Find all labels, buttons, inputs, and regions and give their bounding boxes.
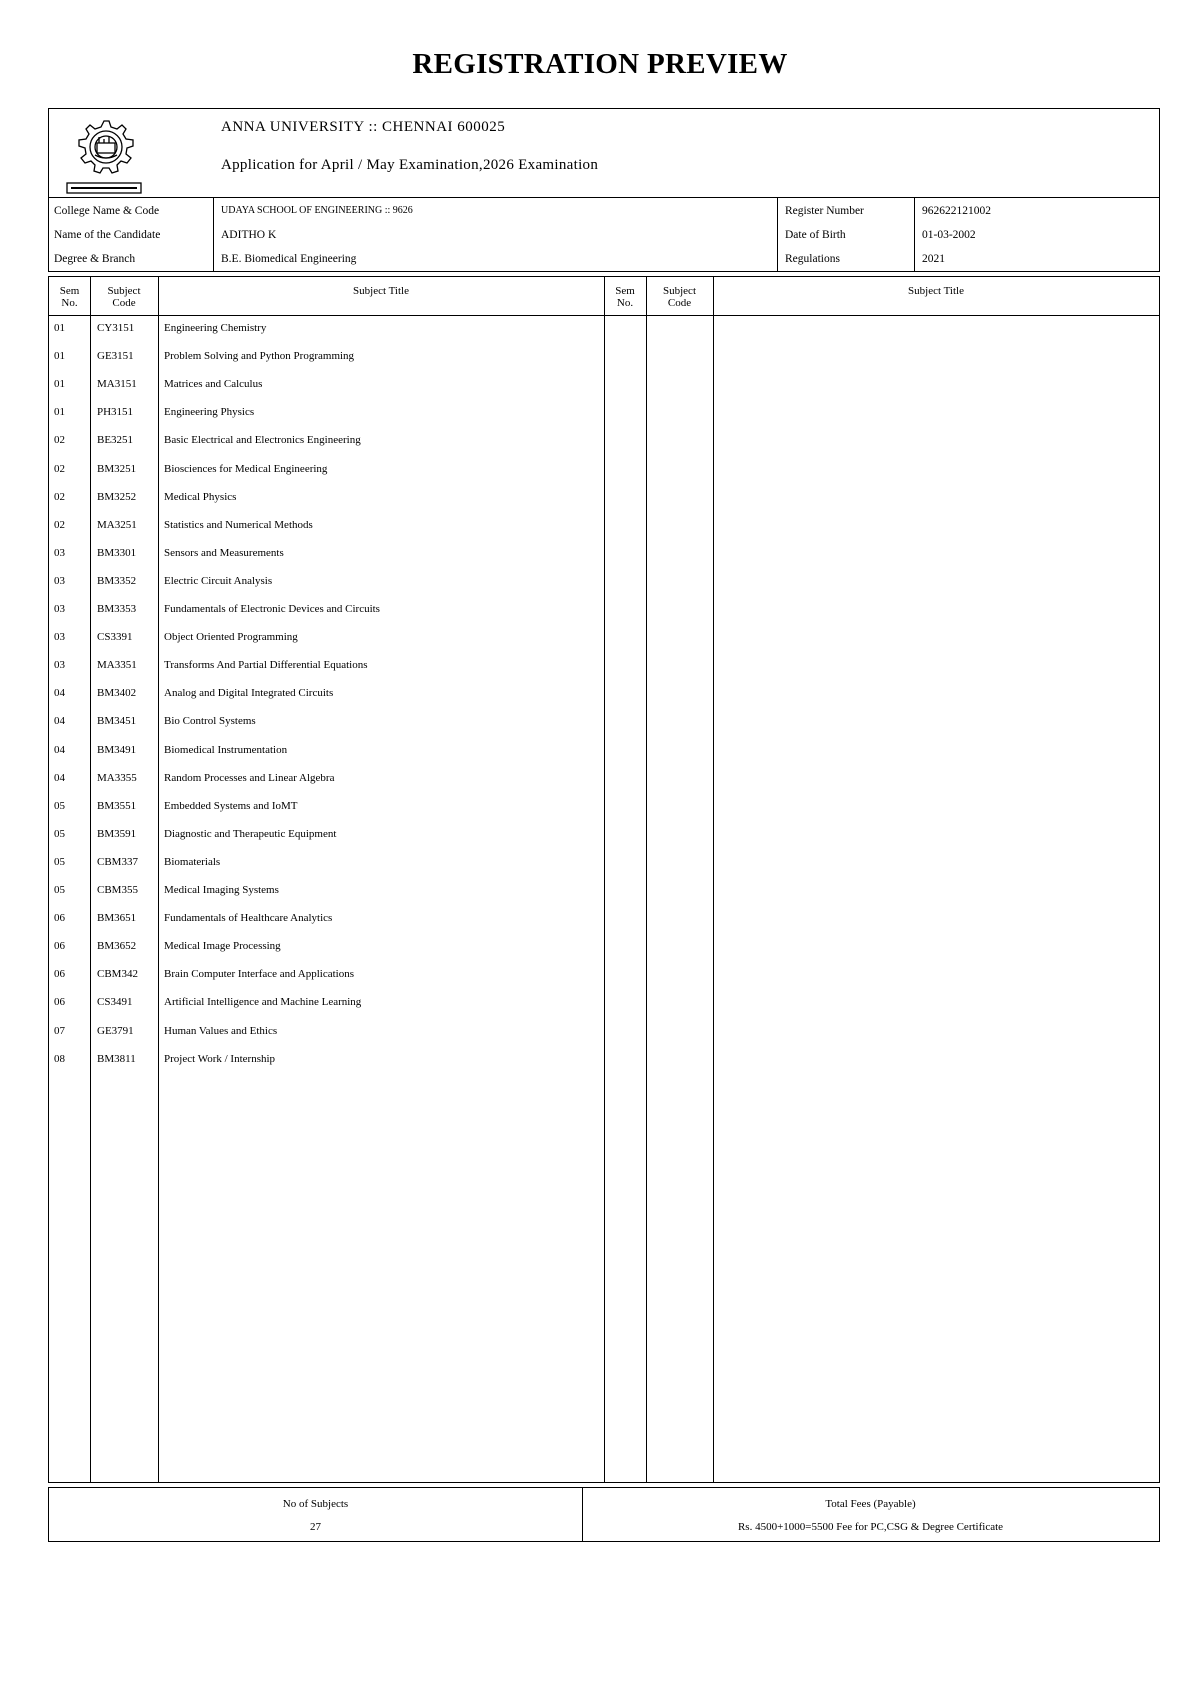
code-header-line1: Subject <box>107 285 141 297</box>
sem-header-right <box>604 285 646 309</box>
subject-sem: 06 <box>54 912 65 925</box>
table-row <box>49 856 1159 884</box>
subject-code: CBM342 <box>97 968 138 981</box>
table-row <box>49 406 1159 434</box>
subject-code: BM3491 <box>97 743 137 756</box>
subject-title: Problem Solving and Python Programming <box>164 350 355 363</box>
info-row <box>49 246 1159 270</box>
summary-table <box>48 1487 1160 1542</box>
table-row <box>49 715 1159 743</box>
subject-title: Medical Image Processing <box>164 940 281 953</box>
subject-sem: 01 <box>54 406 65 419</box>
table-row <box>49 1053 1159 1081</box>
code-header-line2: Code <box>112 297 136 309</box>
subject-code: MA3151 <box>97 378 137 391</box>
subject-title: Sensors and Measurements <box>164 546 284 559</box>
subject-code: BM3551 <box>97 799 137 812</box>
subject-sem: 08 <box>54 1052 65 1065</box>
subject-sem: 06 <box>54 968 65 981</box>
table-row <box>49 1025 1159 1053</box>
degree-label: Degree & Branch <box>54 253 136 265</box>
fees-label: Total Fees (Payable) <box>825 1498 916 1510</box>
subject-sem: 05 <box>54 827 65 840</box>
table-row <box>49 996 1159 1024</box>
subject-sem: 02 <box>54 462 65 475</box>
code-header-right <box>646 285 713 309</box>
table-row <box>49 322 1159 350</box>
subject-sem: 04 <box>54 687 65 700</box>
subject-code: BM3352 <box>97 574 137 587</box>
degree-value: B.E. Biomedical Engineering <box>221 253 357 265</box>
subject-code: BM3652 <box>97 940 137 953</box>
table-row <box>49 603 1159 631</box>
table-row <box>49 772 1159 800</box>
candidate-value: ADITHO K <box>221 229 277 241</box>
table-row <box>49 968 1159 996</box>
subject-code: BM3251 <box>97 462 137 475</box>
subject-code: CS3391 <box>97 631 133 644</box>
table-row <box>49 659 1159 687</box>
regulations-label: Regulations <box>785 253 840 265</box>
subject-sem: 03 <box>54 659 65 672</box>
dob-label: Date of Birth <box>785 229 846 241</box>
subject-title: Statistics and Numerical Methods <box>164 518 313 531</box>
subject-sem: 03 <box>54 631 65 644</box>
subject-title: Diagnostic and Therapeutic Equipment <box>164 827 337 840</box>
subject-code: BM3591 <box>97 827 137 840</box>
subject-title: Transforms And Partial Differential Equations <box>164 659 368 672</box>
divider <box>582 1488 583 1541</box>
candidate-info-table <box>48 197 1160 272</box>
table-row <box>49 884 1159 912</box>
header-divider <box>49 315 1159 316</box>
subject-code: BM3451 <box>97 715 137 728</box>
subject-title: Analog and Digital Integrated Circuits <box>164 687 334 700</box>
subject-code: BM3651 <box>97 912 137 925</box>
subject-title: Electric Circuit Analysis <box>164 574 273 587</box>
subject-sem: 02 <box>54 434 65 447</box>
subject-code: PH3151 <box>97 406 134 419</box>
subject-sem: 04 <box>54 715 65 728</box>
subject-code: CY3151 <box>97 322 135 334</box>
table-row <box>49 463 1159 491</box>
subject-code: MA3355 <box>97 771 137 784</box>
code-header-left <box>90 285 158 309</box>
table-row <box>49 744 1159 772</box>
sem-header-line2: No. <box>61 297 78 309</box>
table-row <box>49 940 1159 968</box>
subject-code: BE3251 <box>97 434 134 447</box>
subject-code: BM3301 <box>97 546 137 559</box>
subject-sem: 06 <box>54 996 65 1009</box>
title-header-left: Subject Title <box>353 285 409 297</box>
subject-sem: 05 <box>54 855 65 868</box>
subject-sem: 03 <box>54 546 65 559</box>
application-title: Application for April / May Examination,2026 Examination <box>221 157 599 173</box>
subject-code: MA3351 <box>97 659 137 672</box>
subject-sem: 01 <box>54 350 65 363</box>
table-row <box>49 519 1159 547</box>
subject-title: Brain Computer Interface and Applications <box>164 968 354 981</box>
info-row <box>49 198 1159 222</box>
subject-title: Object Oriented Programming <box>164 631 298 644</box>
subject-sem: 06 <box>54 940 65 953</box>
sem-header-line1: Sem <box>615 285 635 297</box>
table-row <box>49 434 1159 462</box>
subject-title: Engineering Physics <box>164 406 255 419</box>
subject-code: BM3402 <box>97 687 137 700</box>
subject-title: Engineering Chemistry <box>164 322 267 334</box>
subject-code: CS3491 <box>97 996 133 1009</box>
subjects-count-value: 27 <box>310 1521 321 1533</box>
table-row <box>49 350 1159 378</box>
table-row <box>49 491 1159 519</box>
university-name: ANNA UNIVERSITY :: CHENNAI 600025 <box>221 119 506 135</box>
subject-code: CBM337 <box>97 855 138 868</box>
subject-title: Medical Imaging Systems <box>164 884 279 896</box>
subject-sem: 05 <box>54 884 65 896</box>
table-row <box>49 631 1159 659</box>
subject-sem: 02 <box>54 518 65 531</box>
subject-sem: 04 <box>54 771 65 784</box>
college-label: College Name & Code <box>54 205 160 217</box>
subject-sem: 07 <box>54 1024 65 1037</box>
table-row <box>49 800 1159 828</box>
subject-sem: 03 <box>54 574 65 587</box>
code-header-line1: Subject <box>663 285 696 297</box>
subject-code: GE3791 <box>97 1024 134 1037</box>
sem-header-line1: Sem <box>59 285 80 297</box>
subject-sem: 01 <box>54 378 65 391</box>
subject-title: Random Processes and Linear Algebra <box>164 771 335 784</box>
subject-title: Matrices and Calculus <box>164 378 263 391</box>
subject-title: Fundamentals of Electronic Devices and Circuits <box>164 603 380 615</box>
code-header-line2: Code <box>667 297 692 309</box>
subject-code: GE3151 <box>97 350 134 363</box>
subjects-count-label: No of Subjects <box>282 1498 349 1510</box>
table-row <box>49 575 1159 603</box>
subject-code: BM3811 <box>97 1052 136 1065</box>
fees-value: Rs. 4500+1000=5500 Fee for PC,CSG & Degree Certificate <box>737 1521 1004 1533</box>
table-row <box>49 547 1159 575</box>
subject-title: Basic Electrical and Electronics Engineering <box>164 434 361 447</box>
subject-title: Human Values and Ethics <box>164 1024 278 1037</box>
subject-title: Biomedical Instrumentation <box>164 743 288 756</box>
subject-title: Medical Physics <box>164 490 237 503</box>
subject-code: BM3353 <box>97 603 137 615</box>
table-row <box>49 687 1159 715</box>
candidate-label: Name of the Candidate <box>54 229 161 241</box>
college-value: UDAYA SCHOOL OF ENGINEERING :: 9626 <box>221 205 413 216</box>
subject-sem: 02 <box>54 490 65 503</box>
table-row <box>49 828 1159 856</box>
subject-table <box>48 276 1160 1483</box>
subject-title: Bio Control Systems <box>164 715 256 728</box>
title-header-right: Subject Title <box>908 285 964 297</box>
regulations-value: 2021 <box>922 253 945 265</box>
register-value: 962622121002 <box>922 205 991 217</box>
subject-sem: 05 <box>54 799 65 812</box>
subject-sem: 01 <box>54 322 65 334</box>
register-label: Register Number <box>785 205 864 217</box>
subject-title: Biomaterials <box>164 855 221 868</box>
table-row <box>49 378 1159 406</box>
university-header <box>48 108 1160 198</box>
subject-title: Fundamentals of Healthcare Analytics <box>164 912 333 925</box>
subject-sem: 04 <box>54 743 65 756</box>
subject-title: Biosciences for Medical Engineering <box>164 462 328 475</box>
subject-title: Project Work / Internship <box>164 1052 276 1065</box>
info-row <box>49 222 1159 246</box>
table-row <box>49 912 1159 940</box>
dob-value: 01-03-2002 <box>922 229 976 241</box>
subject-title: Embedded Systems and IoMT <box>164 799 298 812</box>
subject-code: CBM355 <box>97 884 138 896</box>
subject-sem: 03 <box>54 603 65 615</box>
subject-title: Artificial Intelligence and Machine Learning <box>164 996 362 1009</box>
subject-code: BM3252 <box>97 490 137 503</box>
sem-header-left <box>49 285 90 309</box>
sem-header-line2: No. <box>616 297 634 309</box>
page-title: REGISTRATION PREVIEW <box>412 48 788 80</box>
anna-university-emblem-icon <box>59 115 149 197</box>
subject-code: MA3251 <box>97 518 137 531</box>
